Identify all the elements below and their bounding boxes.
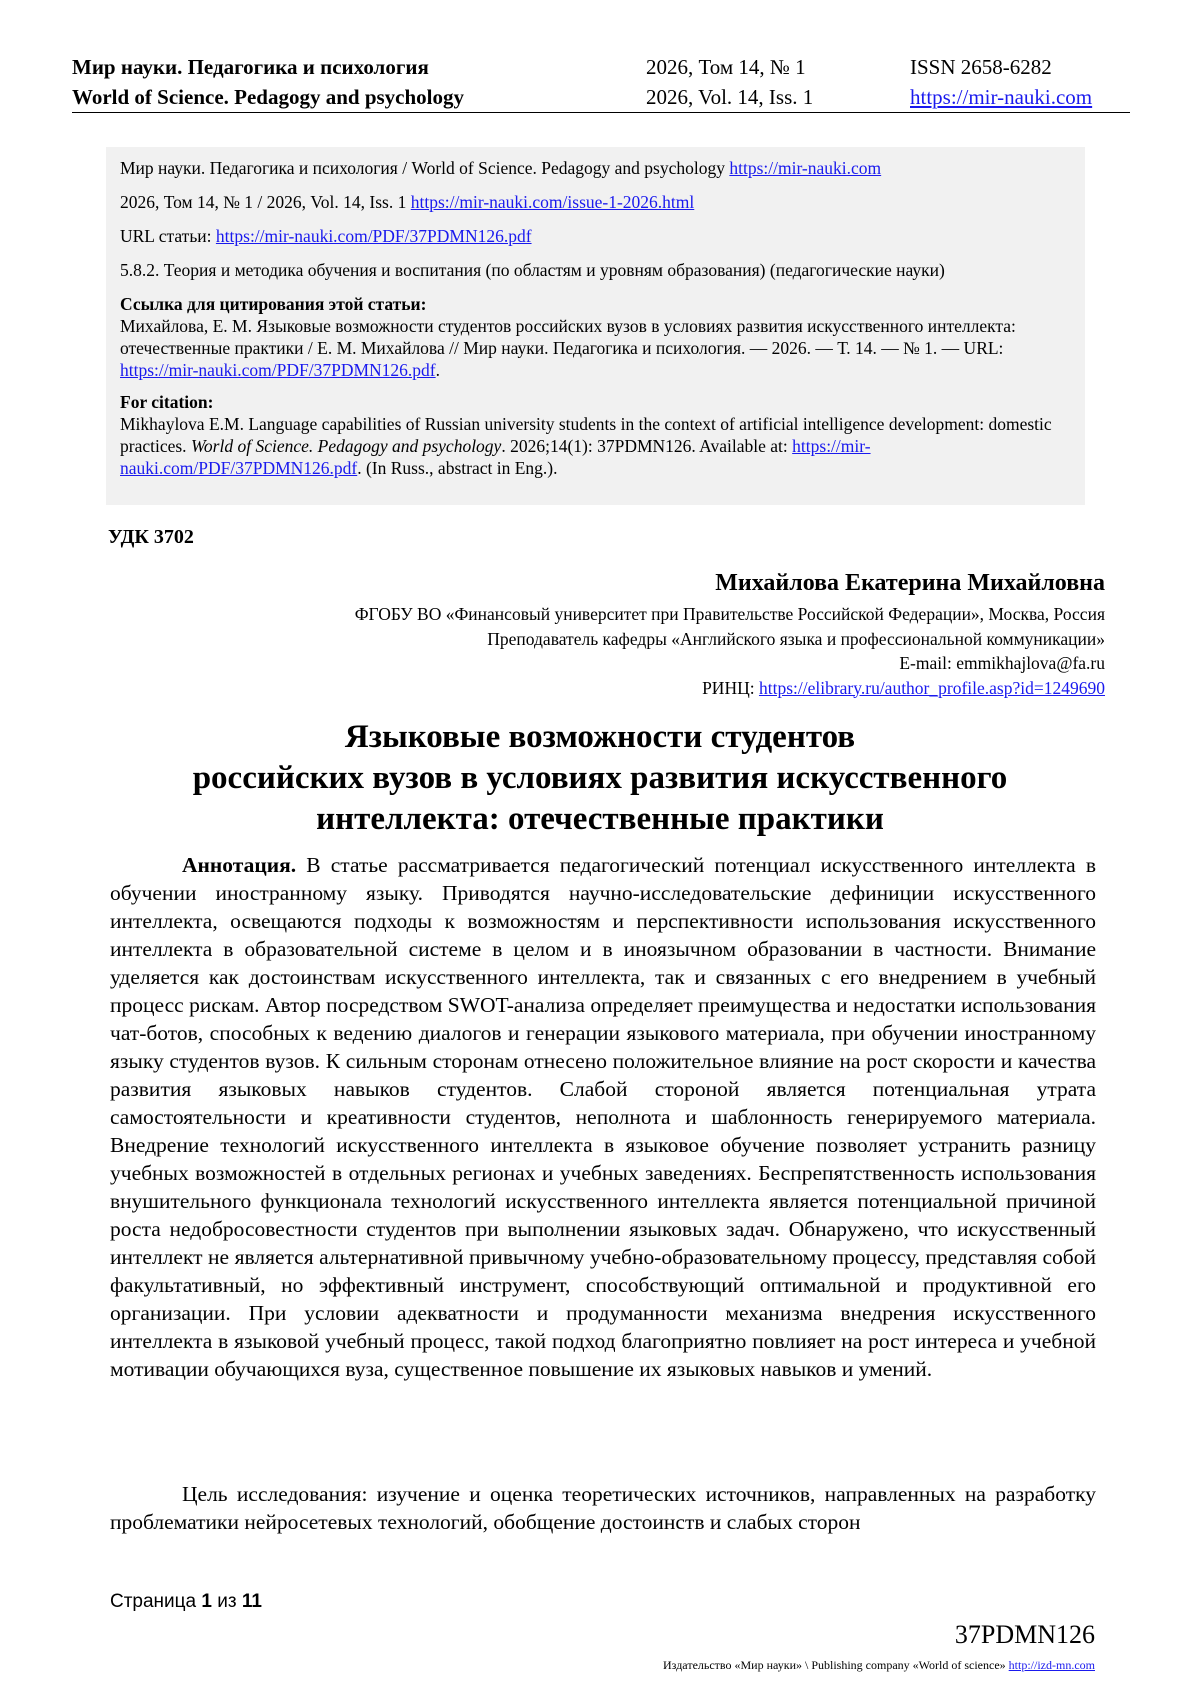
author-name: Михайлова Екатерина Михайловна (715, 570, 1105, 596)
cite-url-link[interactable]: https://mir-nauki.com/PDF/37PDMN126.pdf (215, 226, 532, 246)
article-title (106, 717, 1094, 840)
page-current: 1 (201, 1591, 212, 1612)
cite-specialty-line: 5.8.2. Теория и методика обучения и воспитания (по областям и уровням образования) (педагогические науки) (120, 260, 945, 280)
cite-en-link[interactable]: https://mir-nauki.com/PDF/37PDMN126.pdf (120, 436, 871, 478)
title-line: интеллекта: отечественные практики (316, 801, 884, 837)
author-block (300, 566, 1105, 700)
cite-issue-link[interactable]: https://mir-nauki.com/issue-1-2026.html (410, 192, 695, 212)
cite-en-text (120, 413, 1071, 479)
cite-en-journal: World of Science. Pedagogy and psychology (190, 436, 502, 456)
cite-journal-line (120, 157, 1071, 179)
cite-en-end: . (In Russ., abstract in Eng.). (357, 458, 558, 478)
udk-code: УДК 3702 (108, 526, 194, 548)
page-total: 11 (241, 1591, 262, 1612)
cite-issue-line (120, 191, 1071, 213)
author-position: Преподаватель кафедры «Английского языка и профессиональной коммуникации» (487, 628, 1105, 649)
cite-url-label: URL статьи: (120, 226, 216, 246)
citation-box (106, 147, 1085, 505)
cite-en-body: Mikhaylova E.M. Language capabilities of Russian university students in the context of artificial intelligence development: domestic practices. (120, 414, 1052, 456)
cite-en-body-2: . 2026;14(1): 37PDMN126. Available at: (501, 436, 793, 456)
cite-journal-text: Мир науки. Педагогика и психология / World of Science. Pedagogy and psychology (120, 158, 730, 178)
running-header (72, 52, 1130, 113)
author-email: E-mail: emmikhajlova@fa.ru (899, 653, 1105, 673)
issue-column (646, 52, 813, 112)
publisher-link[interactable]: http://izd-mn.com (1008, 1658, 1095, 1672)
page-counter (110, 1591, 262, 1613)
cite-ru-text (120, 315, 1071, 381)
article-code: 37PDMN126 (954, 1620, 1095, 1649)
journal-site-link[interactable]: https://mir-nauki.com (910, 85, 1093, 109)
issue-en: 2026, Vol. 14, Iss. 1 (646, 85, 814, 109)
cite-issue-text: 2026, Том 14, № 1 / 2026, Vol. 14, Iss. 1 (120, 192, 411, 212)
publisher-line (440, 1658, 1095, 1673)
author-affiliation: ФГОБУ ВО «Финансовый университет при Правительстве Российской Федерации», Москва, Россия (354, 604, 1105, 624)
issn: ISSN 2658-6282 (910, 55, 1052, 79)
abstract-text: В статье рассматривается педагогический потенциал искусственного интеллекта в обучении иностранному языку. Приводятся научно-исследовательские дефиниции искусственного интеллекта, освещаются подходы к возможностям и перспективности использования искусственного интеллекта в образовательной системе в целом и в иноязычном образовании в частности. Внимание уделяется как достоинствам искусственного интеллекта, так и связанных с его внедрением в учебный процесс рискам. Автор посредством SWOT-анализа определяет преимущества и недостатки использования чат-ботов, способных к ведению диалогов и генерации языкового материала, при обучении иностранному языку студентов вузов. К сильным сторонам отнесено положительное влияние на рост скорости и качества развития языковых навыков студентов. Слабой стороной является потенциальная утрата самостоятельности и креативности студентов, неполнота и шаблонность генерируемого материала. Внедрение технологий искусственного интеллекта в языковое обучение позволяет устранить разницу учебных возможностей в отдельных регионах и учебных заведениях. Беспрепятственность использования внушительного функционала технологий искусственного интеллекта является потенциальной причиной роста недобросовестности студентов при выполнении языковых задач. Обнаружено, что искусственный интеллект не является альтернативной привычному учебно-образовательному процессу, представляя собой факультативный, но эффективный инструмент, способствующий оптимальной и продуктивной его организации. При условии адекватности и продуманности механизма внедрения искусственного интеллекта в языковой учебный процесс, такой подход благоприятно повлияет на рост интереса и учебной мотивации обучающихся вуза, существенное повышение их языковых навыков и умений. (110, 853, 1096, 1381)
cite-url-line (120, 225, 1071, 247)
cite-ru-heading: Ссылка для цитирования этой статьи: (120, 294, 427, 314)
cite-ru-link[interactable]: https://mir-nauki.com/PDF/37PDMN126.pdf (120, 360, 436, 380)
abstract-label: Аннотация. (182, 853, 297, 877)
title-line: российских вузов в условиях развития искусственного (192, 760, 1008, 796)
journal-name-column (72, 52, 464, 112)
author-rinc (300, 676, 1105, 701)
purpose-paragraph: Цель исследования: изучение и оценка теоретических источников, направленных на разработку проблематики нейросетевых технологий, обобщение достоинств и слабых сторон (110, 1482, 1096, 1534)
title-line: Языковые возможности студентов (344, 719, 856, 755)
cite-journal-link[interactable]: https://mir-nauki.com (729, 158, 882, 178)
issn-column (910, 52, 1092, 112)
page-of: из (211, 1591, 242, 1612)
cite-ru-body: Михайлова, Е. М. Языковые возможности студентов российских вузов в условиях развития искусственного интеллекта: отечественные практики / Е. М. Михайлова // Мир науки. Педагогика и психология. — 2026. — Т. 14. — № 1. — URL: (120, 316, 1016, 358)
rinc-link[interactable]: https://elibrary.ru/author_profile.asp?id=1249690 (758, 677, 1105, 698)
purpose-section (110, 1480, 1096, 1536)
issue-ru: 2026, Том 14, № 1 (646, 55, 806, 79)
abstract-paragraph (110, 851, 1096, 1383)
abstract (110, 851, 1096, 1383)
journal-name-ru: Мир науки. Педагогика и психология (72, 55, 429, 79)
cite-en-heading: For citation: (120, 392, 214, 412)
publisher-text: Издательство «Мир науки» \ Publishing company «World of science» (663, 1658, 1009, 1672)
journal-name-en: World of Science. Pedagogy and psychology (72, 85, 465, 109)
rinc-label: РИНЦ: (702, 677, 759, 698)
page-label: Страница (110, 1591, 202, 1612)
cite-ru-end: . (435, 360, 441, 380)
